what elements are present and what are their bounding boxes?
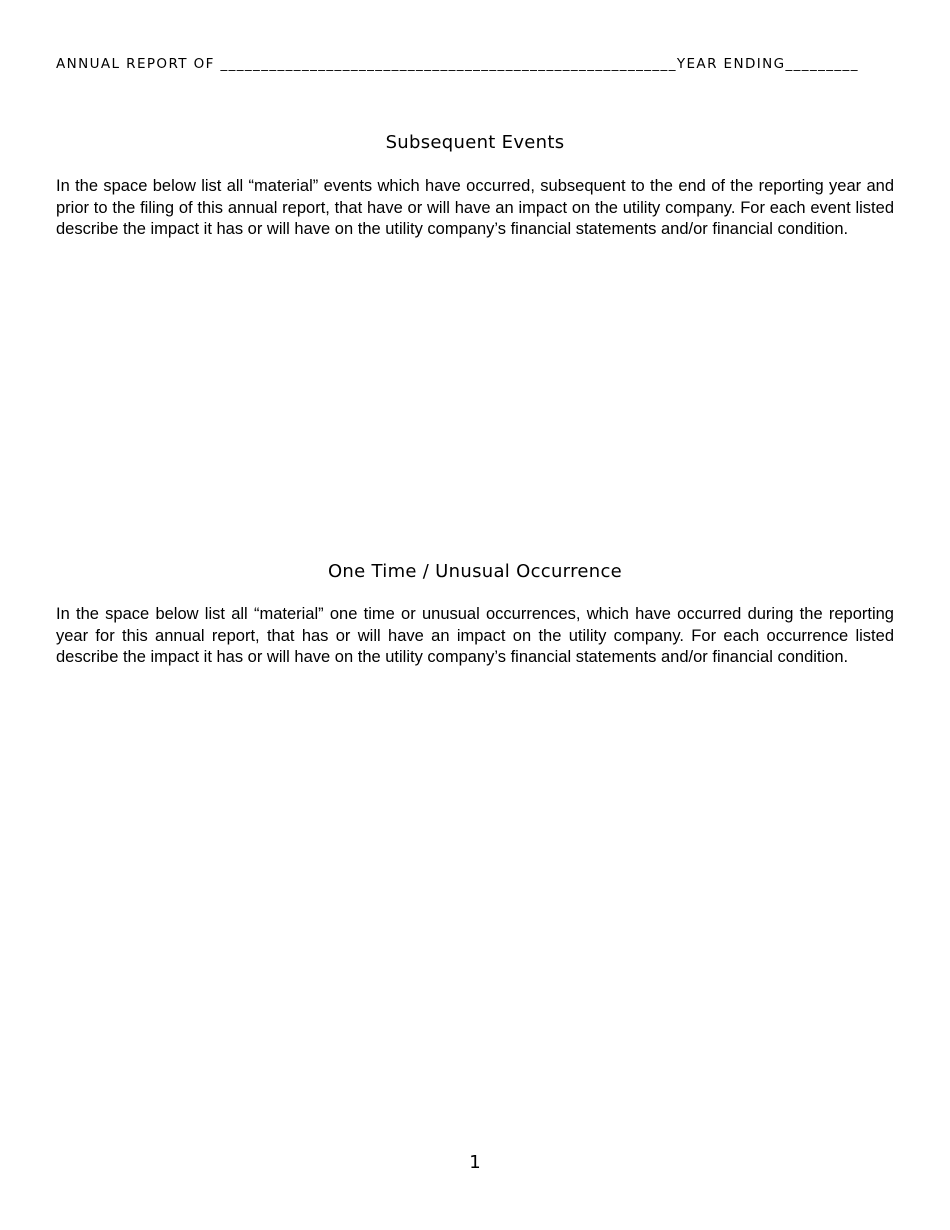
subsequent-events-instructions: In the space below list all “material” events which have occurred, subsequent to the end of the reporting year and prior to the filing of this annual report, that have or will have an impact on the utility company. For each event listed describe the impact it has or will have on the utility company’s financial statements and/or financial condition. (56, 177, 894, 238)
subsequent-events-response-area[interactable] (56, 270, 894, 550)
unusual-occurrence-title: One Time / Unusual Occurrence (327, 561, 623, 582)
unusual-occurrence-response-area[interactable] (56, 700, 894, 1130)
report-header: ANNUAL REPORT OF ________________________________________________________YEAR ENDING_________ (56, 56, 859, 72)
subsequent-events-title: Subsequent Events (385, 132, 565, 153)
page-number: 1 (469, 1152, 481, 1173)
unusual-occurrence-instructions: In the space below list all “material” one time or unusual occurrences, which have occurred during the reporting year for this annual report, that has or will have an impact on the utility company. For each occurrence listed describe the impact it has or will have on the utility company’s financial statements and/or financial condition. (56, 605, 894, 666)
